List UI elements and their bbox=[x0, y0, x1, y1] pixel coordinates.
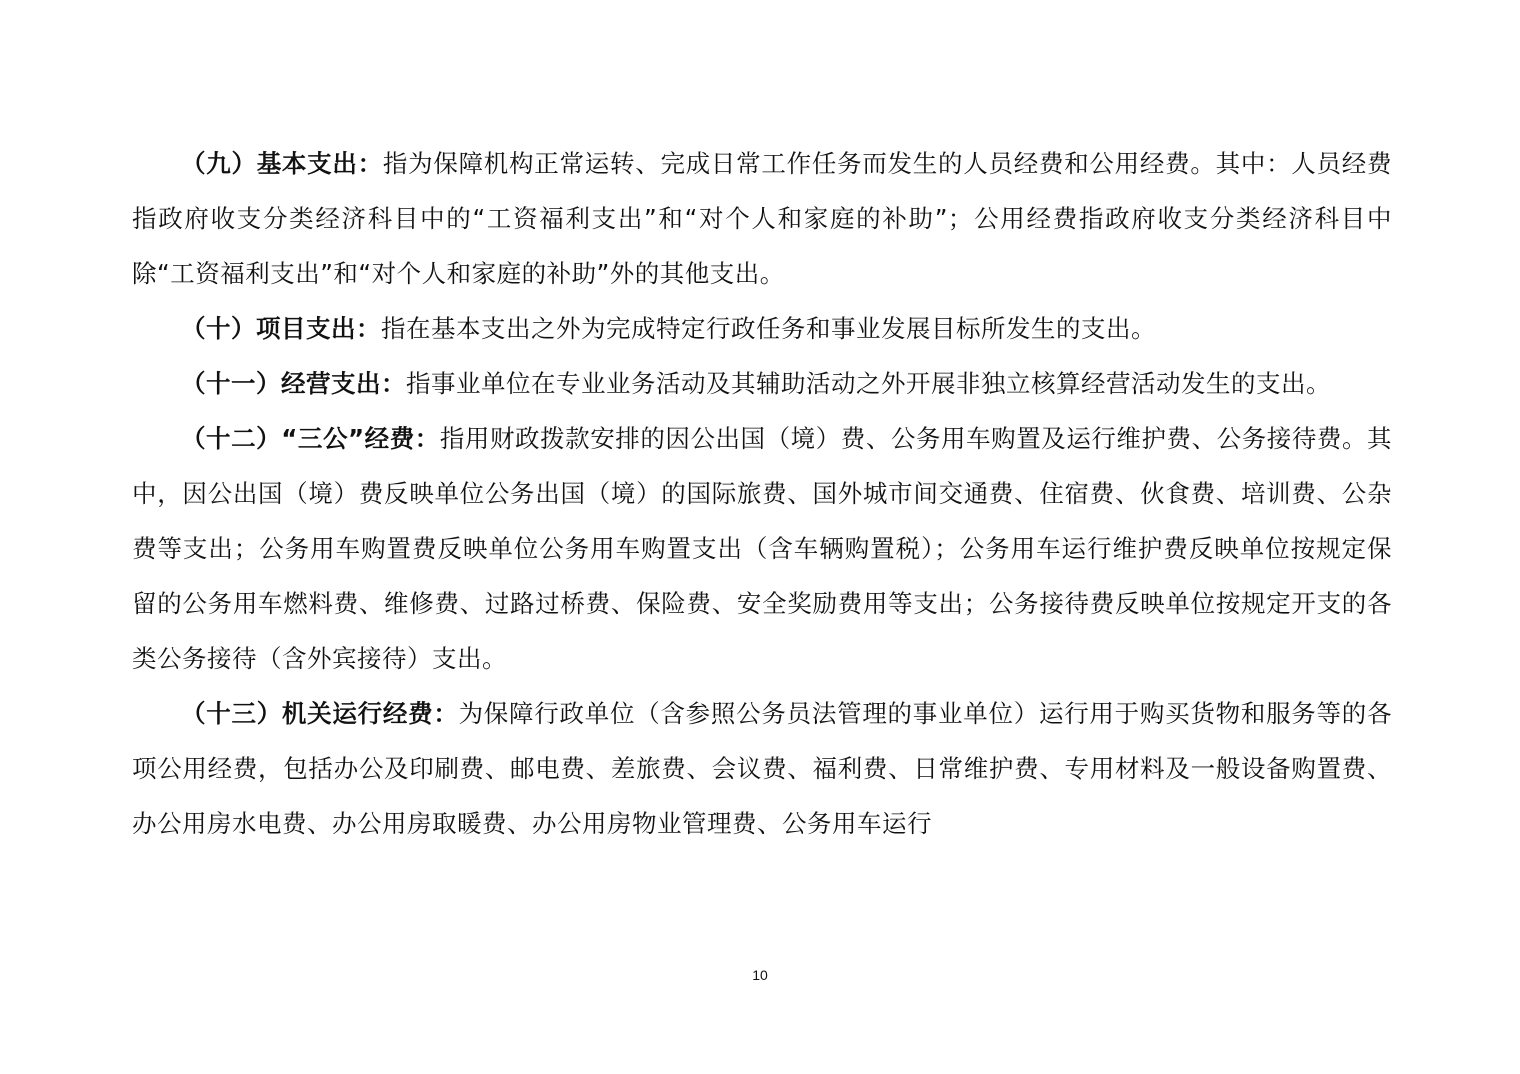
term-operating-expenditure: （十一）经营支出： bbox=[181, 369, 406, 398]
definition-operating-expenditure: 指事业单位在专业业务活动及其辅助活动之外开展非独立核算经营活动发生的支出。 bbox=[406, 369, 1331, 398]
term-project-expenditure: （十）项目支出： bbox=[181, 314, 381, 343]
term-agency-operating-funds: （十三）机关运行经费： bbox=[181, 699, 459, 728]
term-basic-expenditure: （九）基本支出： bbox=[181, 149, 383, 178]
definition-three-public-expenses: 指用财政拨款安排的因公出国（境）费、公务用车购置及运行维护费、公务接待费。其中，因公出国（境）费反映单位公务出国（境）的国际旅费、国外城市间交通费、住宿费、伙食费、培训费、公杂费等支出；公务用车购置费反映单位公务用车购置支出（含车辆购置税）；公务用车运行维护费反映单位按规定保留的公务用车燃料费、维修费、过路过桥费、保险费、安全奖励费用等支出；公务接待费反映单位按规定开支的各类公务接待（含外宾接待）支出。 bbox=[132, 424, 1393, 673]
page-number: 10 bbox=[752, 967, 768, 983]
term-three-public-expenses: （十二）“三公”经费： bbox=[181, 424, 440, 453]
definition-basic-expenditure: 指为保障机构正常运转、完成日常工作任务而发生的人员经费和公用经费。其中：人员经费指政府收支分类经济科目中的“工资福利支出”和“对个人和家庭的补助”；公用经费指政府收支分类经济科目中除“工资福利支出”和“对个人和家庭的补助”外的其他支出。 bbox=[132, 149, 1392, 288]
paragraph-agency-operating-funds bbox=[132, 686, 1392, 851]
definition-project-expenditure: 指在基本支出之外为完成特定行政任务和事业发展目标所发生的支出。 bbox=[381, 314, 1156, 343]
paragraph-three-public-expenses bbox=[132, 411, 1392, 686]
paragraph-basic-expenditure bbox=[132, 136, 1392, 301]
paragraph-project-expenditure bbox=[132, 301, 1392, 356]
paragraph-operating-expenditure bbox=[132, 356, 1392, 411]
document-body bbox=[132, 136, 1392, 851]
definition-agency-operating-funds: 为保障行政单位（含参照公务员法管理的事业单位）运行用于购买货物和服务等的各项公用经费，包括办公及印刷费、邮电费、差旅费、会议费、福利费、日常维护费、专用材料及一般设备购置费、办公用房水电费、办公用房取暖费、办公用房物业管理费、公务用车运行 bbox=[132, 699, 1392, 838]
